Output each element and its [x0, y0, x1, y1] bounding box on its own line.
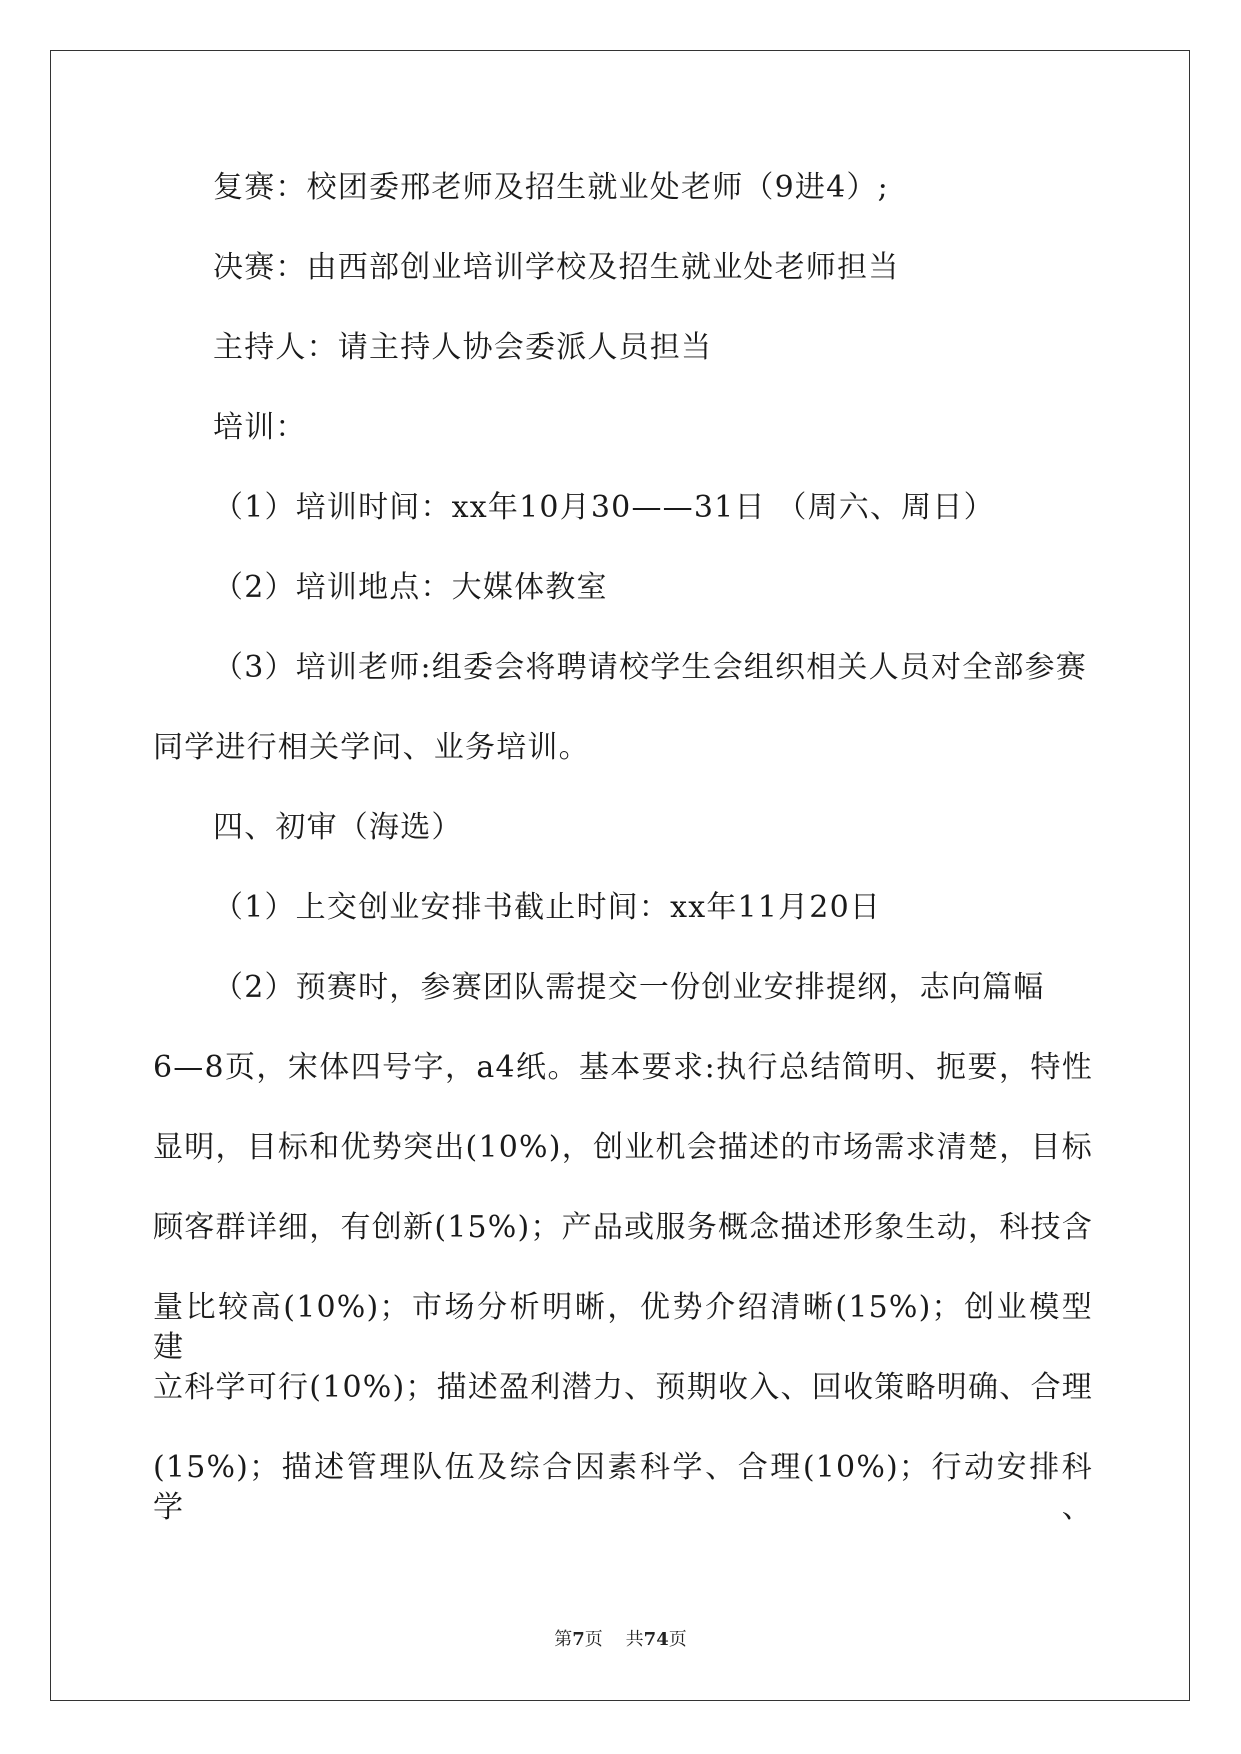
paragraph-line: 培训：: [213, 410, 307, 445]
footer-prefix: 第: [554, 1629, 573, 1650]
paragraph-line: 6—8页，宋体四号字，a4纸。基本要求:执行总结简明、扼要，特性: [153, 1050, 1093, 1085]
footer-total-suffix: 页: [668, 1629, 687, 1650]
paragraph-line: 主持人：请主持人协会委派人员担当: [213, 330, 713, 365]
paragraph-line: （1）培训时间：xx年10月30——31日 （周六、周日）: [213, 490, 995, 525]
paragraph-line: 顾客群详细，有创新(15%)；产品或服务概念描述形象生动，科技含: [153, 1210, 1093, 1245]
paragraph-line: （2）预赛时，参赛团队需提交一份创业安排提纲，志向篇幅: [213, 970, 1045, 1005]
paragraph-line: 同学进行相关学问、业务培训。: [153, 730, 590, 765]
footer-total-prefix: 共: [625, 1629, 644, 1650]
paragraph-line: 决赛：由西部创业培训学校及招生就业处老师担当: [213, 250, 900, 285]
paragraph-line: 显明，目标和优势突出(10%)，创业机会描述的市场需求清楚，目标: [153, 1130, 1093, 1165]
footer-page-suffix: 页: [584, 1629, 603, 1650]
paragraph-line: 立科学可行(10%)；描述盈利潜力、预期收入、回收策略明确、合理: [153, 1370, 1093, 1405]
paragraph-line: 复赛：校团委邢老师及招生就业处老师（9进4）;: [213, 170, 889, 205]
paragraph-line: (15%)；描述管理队伍及综合因素科学、合理(10%)；行动安排科学、: [153, 1450, 1093, 1525]
paragraph-line: 量比较高(10%)；市场分析明晰，优势介绍清晰(15%)；创业模型建: [153, 1290, 1093, 1365]
current-page-number: 7: [572, 1629, 585, 1650]
page-footer: [0, 1628, 1241, 1652]
paragraph-line: （2）培训地点：大媒体教室: [213, 570, 608, 605]
total-page-count: 74: [643, 1629, 669, 1650]
paragraph-line: （3）培训老师:组委会将聘请校学生会组织相关人员对全部参赛: [213, 650, 1087, 685]
paragraph-line: （1）上交创业安排书截止时间：xx年11月20日: [213, 890, 882, 925]
section-heading: 四、初审（海选）: [213, 810, 463, 845]
